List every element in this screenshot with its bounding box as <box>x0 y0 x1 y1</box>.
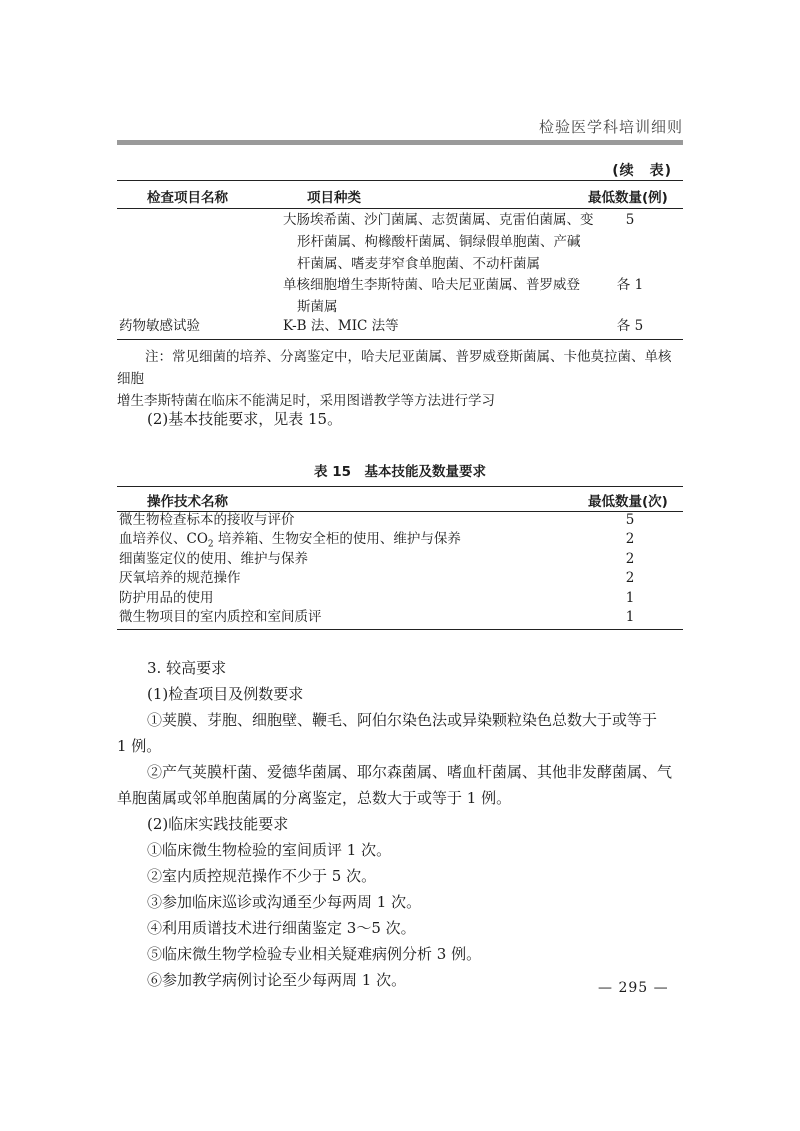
table-row-name: 微生物项目的室内质控和室间质评 <box>119 609 322 625</box>
table-continued-label: (续 表) <box>612 163 672 179</box>
table-row-count: 2 <box>625 551 635 567</box>
table-row-kind <box>283 274 580 318</box>
table-row-name: 药物敏感试验 <box>119 318 200 334</box>
table-row-count: 5 <box>625 212 635 228</box>
list-item: ②室内质控规范操作不少于 5 次。 <box>147 867 377 885</box>
table-row-name: 微生物检查标本的接收与评价 <box>119 512 295 528</box>
section-heading: 3. 较高要求 <box>147 659 227 677</box>
column-header-item-name: 检查项目名称 <box>147 190 228 206</box>
row-name-part: 培养箱、生物安全柜的使用、维护与保养 <box>213 531 461 547</box>
kind-line: 形杆菌属、枸橼酸杆菌属、铜绿假单胞菌、产碱 <box>297 234 581 250</box>
column-header-operation-name: 操作技术名称 <box>147 494 228 510</box>
table-top-rule <box>117 180 683 181</box>
table-note <box>117 346 683 412</box>
table-bottom-rule <box>117 629 683 630</box>
table-row-count: 2 <box>625 570 635 586</box>
list-item: ①临床微生物检验的室间质评 1 次。 <box>147 841 392 859</box>
kind-line: 杆菌属、嗜麦芽窄食单胞菌、不动杆菌属 <box>297 256 540 272</box>
header-rule <box>117 140 683 145</box>
kind-line: 单核细胞增生李斯特菌、哈夫尼亚菌属、普罗威登 <box>283 277 580 293</box>
table-row-count: 各 5 <box>616 318 644 334</box>
column-header-min-count: 最低数量(例) <box>588 190 668 206</box>
column-header-item-kind: 项目种类 <box>307 190 361 206</box>
list-item: ④利用质谱技术进行细菌鉴定 3～5 次。 <box>147 919 416 937</box>
list-item: ②产气荚膜杆菌、爱德华菌属、耶尔森菌属、嗜血杆菌属、其他非发酵菌属、气 <box>147 763 673 781</box>
list-item: ⑥参加教学病例讨论至少每两周 1 次。 <box>147 971 407 989</box>
list-item: ①荚膜、芽胞、细胞壁、鞭毛、阿伯尔染色法或异染颗粒染色总数大于或等于 <box>147 711 658 729</box>
table-top-rule <box>117 486 683 487</box>
table-row-kind: K-B 法、MIC 法等 <box>283 318 399 334</box>
note-line: 注：常见细菌的培养、分离鉴定中，哈夫尼亚菌属、普罗威登斯菌属、卡他莫拉菌、单核细胞 <box>117 349 672 387</box>
kind-line: 大肠埃希菌、沙门菌属、志贺菌属、克雷伯菌属、变 <box>283 212 594 228</box>
table-bottom-rule <box>117 339 683 340</box>
table-row-count: 1 <box>625 590 635 606</box>
row-name-subscript: 2 <box>207 539 214 550</box>
table-row-count: 各 1 <box>616 277 644 293</box>
table-row-name: 细菌鉴定仪的使用、维护与保养 <box>119 551 308 567</box>
row-name-part: 血培养仪、CO <box>119 531 208 547</box>
table-row-name: 防护用品的使用 <box>119 590 214 606</box>
list-item-continuation: 1 例。 <box>117 737 162 755</box>
subsection-heading: (1)检查项目及例数要求 <box>147 685 304 703</box>
running-header: 检验医学科培训细则 <box>538 118 683 136</box>
table-row-kind <box>283 209 594 275</box>
kind-line: 斯菌属 <box>297 299 338 315</box>
table-row-count: 5 <box>625 512 635 528</box>
list-item: ⑤临床微生物学检验专业相关疑难病例分析 3 例。 <box>147 945 482 963</box>
list-item: ③参加临床巡诊或沟通至少每两周 1 次。 <box>147 893 422 911</box>
paragraph-skills: (2)基本技能要求，见表 15。 <box>147 410 343 428</box>
section-body <box>117 655 683 993</box>
note-line: 增生李斯特菌在临床不能满足时，采用图谱教学等方法进行学习 <box>117 393 495 409</box>
column-header-min-times: 最低数量(次) <box>588 494 668 510</box>
page-number: — 295 — <box>598 980 669 996</box>
subsection-heading: (2)临床实践技能要求 <box>147 815 289 833</box>
table-row-count: 2 <box>625 531 635 547</box>
list-item-continuation: 单胞菌属或邻单胞菌属的分离鉴定，总数大于或等于 1 例。 <box>117 789 512 807</box>
table-title: 表 15 基本技能及数量要求 <box>314 464 486 480</box>
table-row-name: 厌氧培养的规范操作 <box>119 570 241 586</box>
table-row-count: 1 <box>625 609 635 625</box>
